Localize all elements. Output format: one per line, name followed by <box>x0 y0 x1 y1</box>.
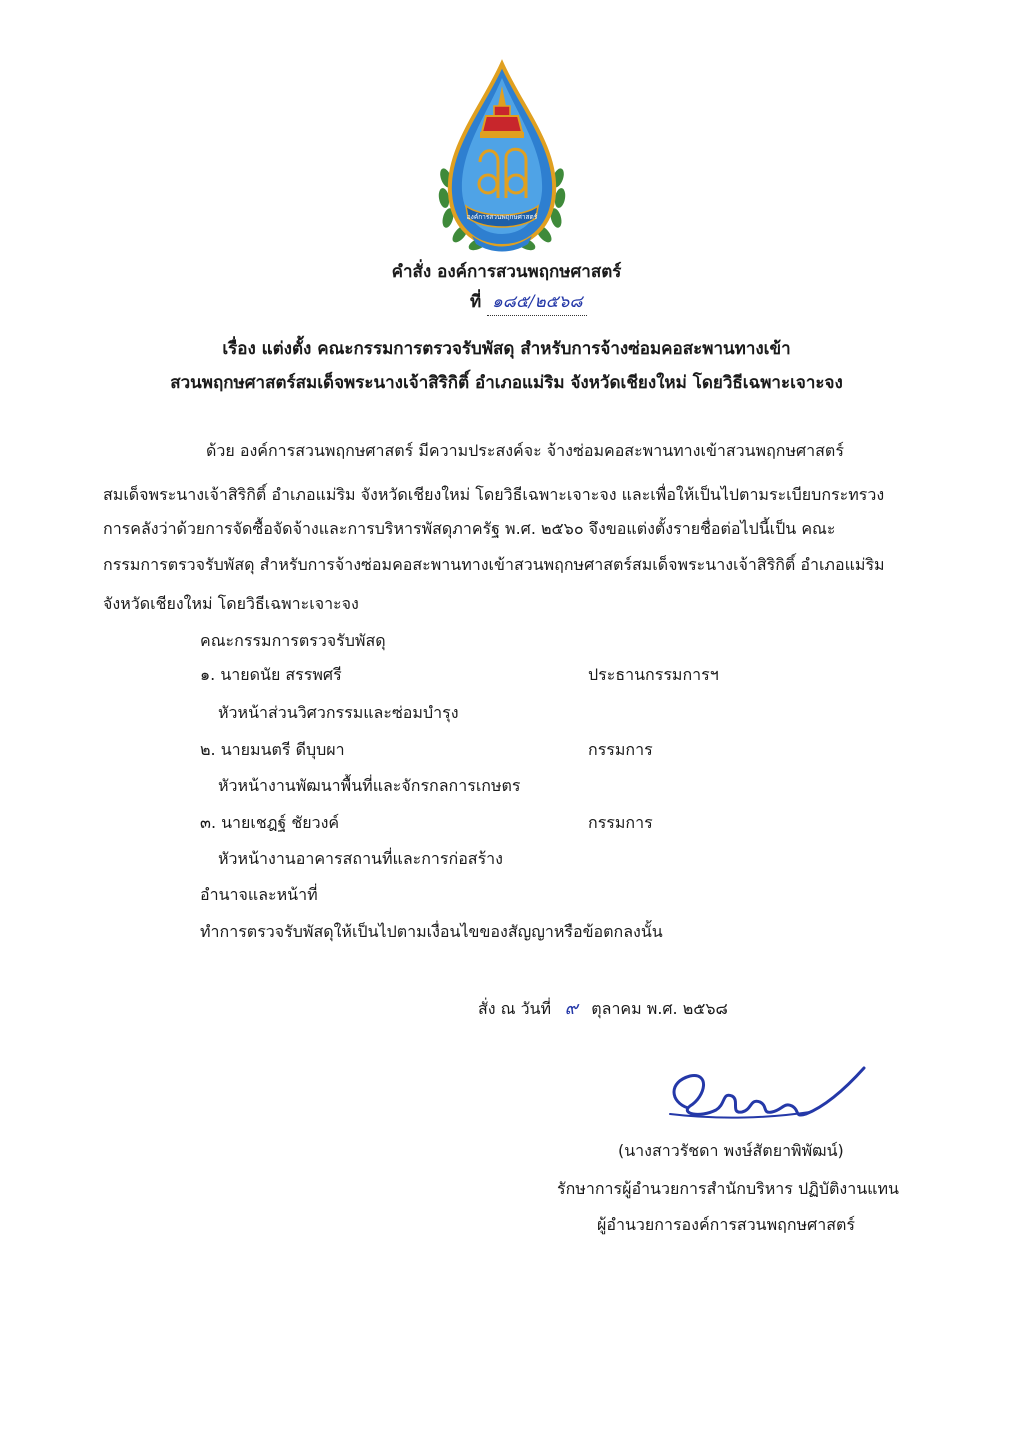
duties-heading: อำนาจและหน้าที่ <box>200 885 318 904</box>
handwritten-signature <box>660 1062 870 1132</box>
signatory-title-1: รักษาการผู้อำนวยการสำนักบริหาร ปฏิบัติงานแทน <box>557 1179 899 1198</box>
order-number-handwritten: ๑๘๕/๒๕๖๘ <box>487 288 587 316</box>
member-1-role: ประธานกรรมการฯ <box>588 665 719 684</box>
order-title: คำสั่ง องค์การสวนพฤกษศาสตร์ <box>391 262 622 282</box>
signatory-name: (นางสาวรัชดา พงษ์สัตยาพิพัฒน์) <box>618 1141 844 1160</box>
organization-logo <box>432 58 572 258</box>
date-day-handwritten: ๙ <box>564 998 578 1019</box>
member-2-name: ๒. นายมนตรี ดีบุบผา <box>200 740 345 759</box>
member-1-position: หัวหน้าส่วนวิศวกรรมและซ่อมบำรุง <box>218 703 459 722</box>
logo-lettering: องค์การสวนพฤกษศาสตร์ <box>466 213 538 221</box>
subject-line-2: สวนพฤกษศาสตร์สมเด็จพระนางเจ้าสิริกิติ์ อำเภอแม่ริม จังหวัดเชียงใหม่ โดยวิธีเฉพาะเจาะจง <box>170 373 843 393</box>
signatory-title-2: ผู้อำนวยการองค์การสวนพฤกษศาสตร์ <box>597 1215 855 1234</box>
body-line-2: สมเด็จพระนางเจ้าสิริกิติ์ อำเภอแม่ริม จังหวัดเชียงใหม่ โดยวิธีเฉพาะเจาะจง และเพื่อให้เป็นไปตามระเบียบกระทรวง <box>103 485 885 504</box>
date-suffix: ตุลาคม พ.ศ. ๒๕๖๘ <box>591 999 728 1018</box>
member-2-position: หัวหน้างานพัฒนาพื้นที่และจักรกลการเกษตร <box>218 776 521 795</box>
body-line-4: กรรมการตรวจรับพัสดุ สำหรับการจ้างซ่อมคอสะพานทางเข้าสวนพฤกษศาสตร์สมเด็จพระนางเจ้าสิริกิติ์ อำเภอแม่ริม <box>103 555 885 574</box>
body-line-5: จังหวัดเชียงใหม่ โดยวิธีเฉพาะเจาะจง <box>103 594 359 613</box>
body-line-1: ด้วย องค์การสวนพฤกษศาสตร์ มีความประสงค์จะ จ้างซ่อมคอสะพานทางเข้าสวนพฤกษศาสตร์ <box>206 441 844 460</box>
order-number-row <box>470 288 587 316</box>
date-prefix: สั่ง ณ วันที่ <box>478 999 552 1018</box>
order-number-prefix: ที่ <box>470 292 482 312</box>
member-3-name: ๓. นายเชฎฐ์ ชัยวงค์ <box>200 813 340 832</box>
member-3-role: กรรมการ <box>588 813 653 832</box>
subject-line-1: เรื่อง แต่งตั้ง คณะกรรมการตรวจรับพัสดุ สำหรับการจ้างซ่อมคอสะพานทางเข้า <box>222 339 791 359</box>
member-3-position: หัวหน้างานอาคารสถานที่และการก่อสร้าง <box>218 849 503 868</box>
member-2-role: กรรมการ <box>588 740 653 759</box>
body-line-3: การคลังว่าด้วยการจัดซื้อจัดจ้างและการบริหารพัสดุภาครัฐ พ.ศ. ๒๕๖๐ จึงขอแต่งตั้งรายชื่อต่อไปนี้เป็น คณะ <box>103 519 836 538</box>
duties-text: ทำการตรวจรับพัสดุให้เป็นไปตามเงื่อนไขของสัญญาหรือข้อตกลงนั้น <box>200 922 663 941</box>
order-subject <box>0 332 1013 400</box>
committee-heading: คณะกรรมการตรวจรับพัสดุ <box>200 631 386 650</box>
member-1-name: ๑. นายดนัย สรรพศรี <box>200 665 342 684</box>
order-date <box>478 993 728 1022</box>
